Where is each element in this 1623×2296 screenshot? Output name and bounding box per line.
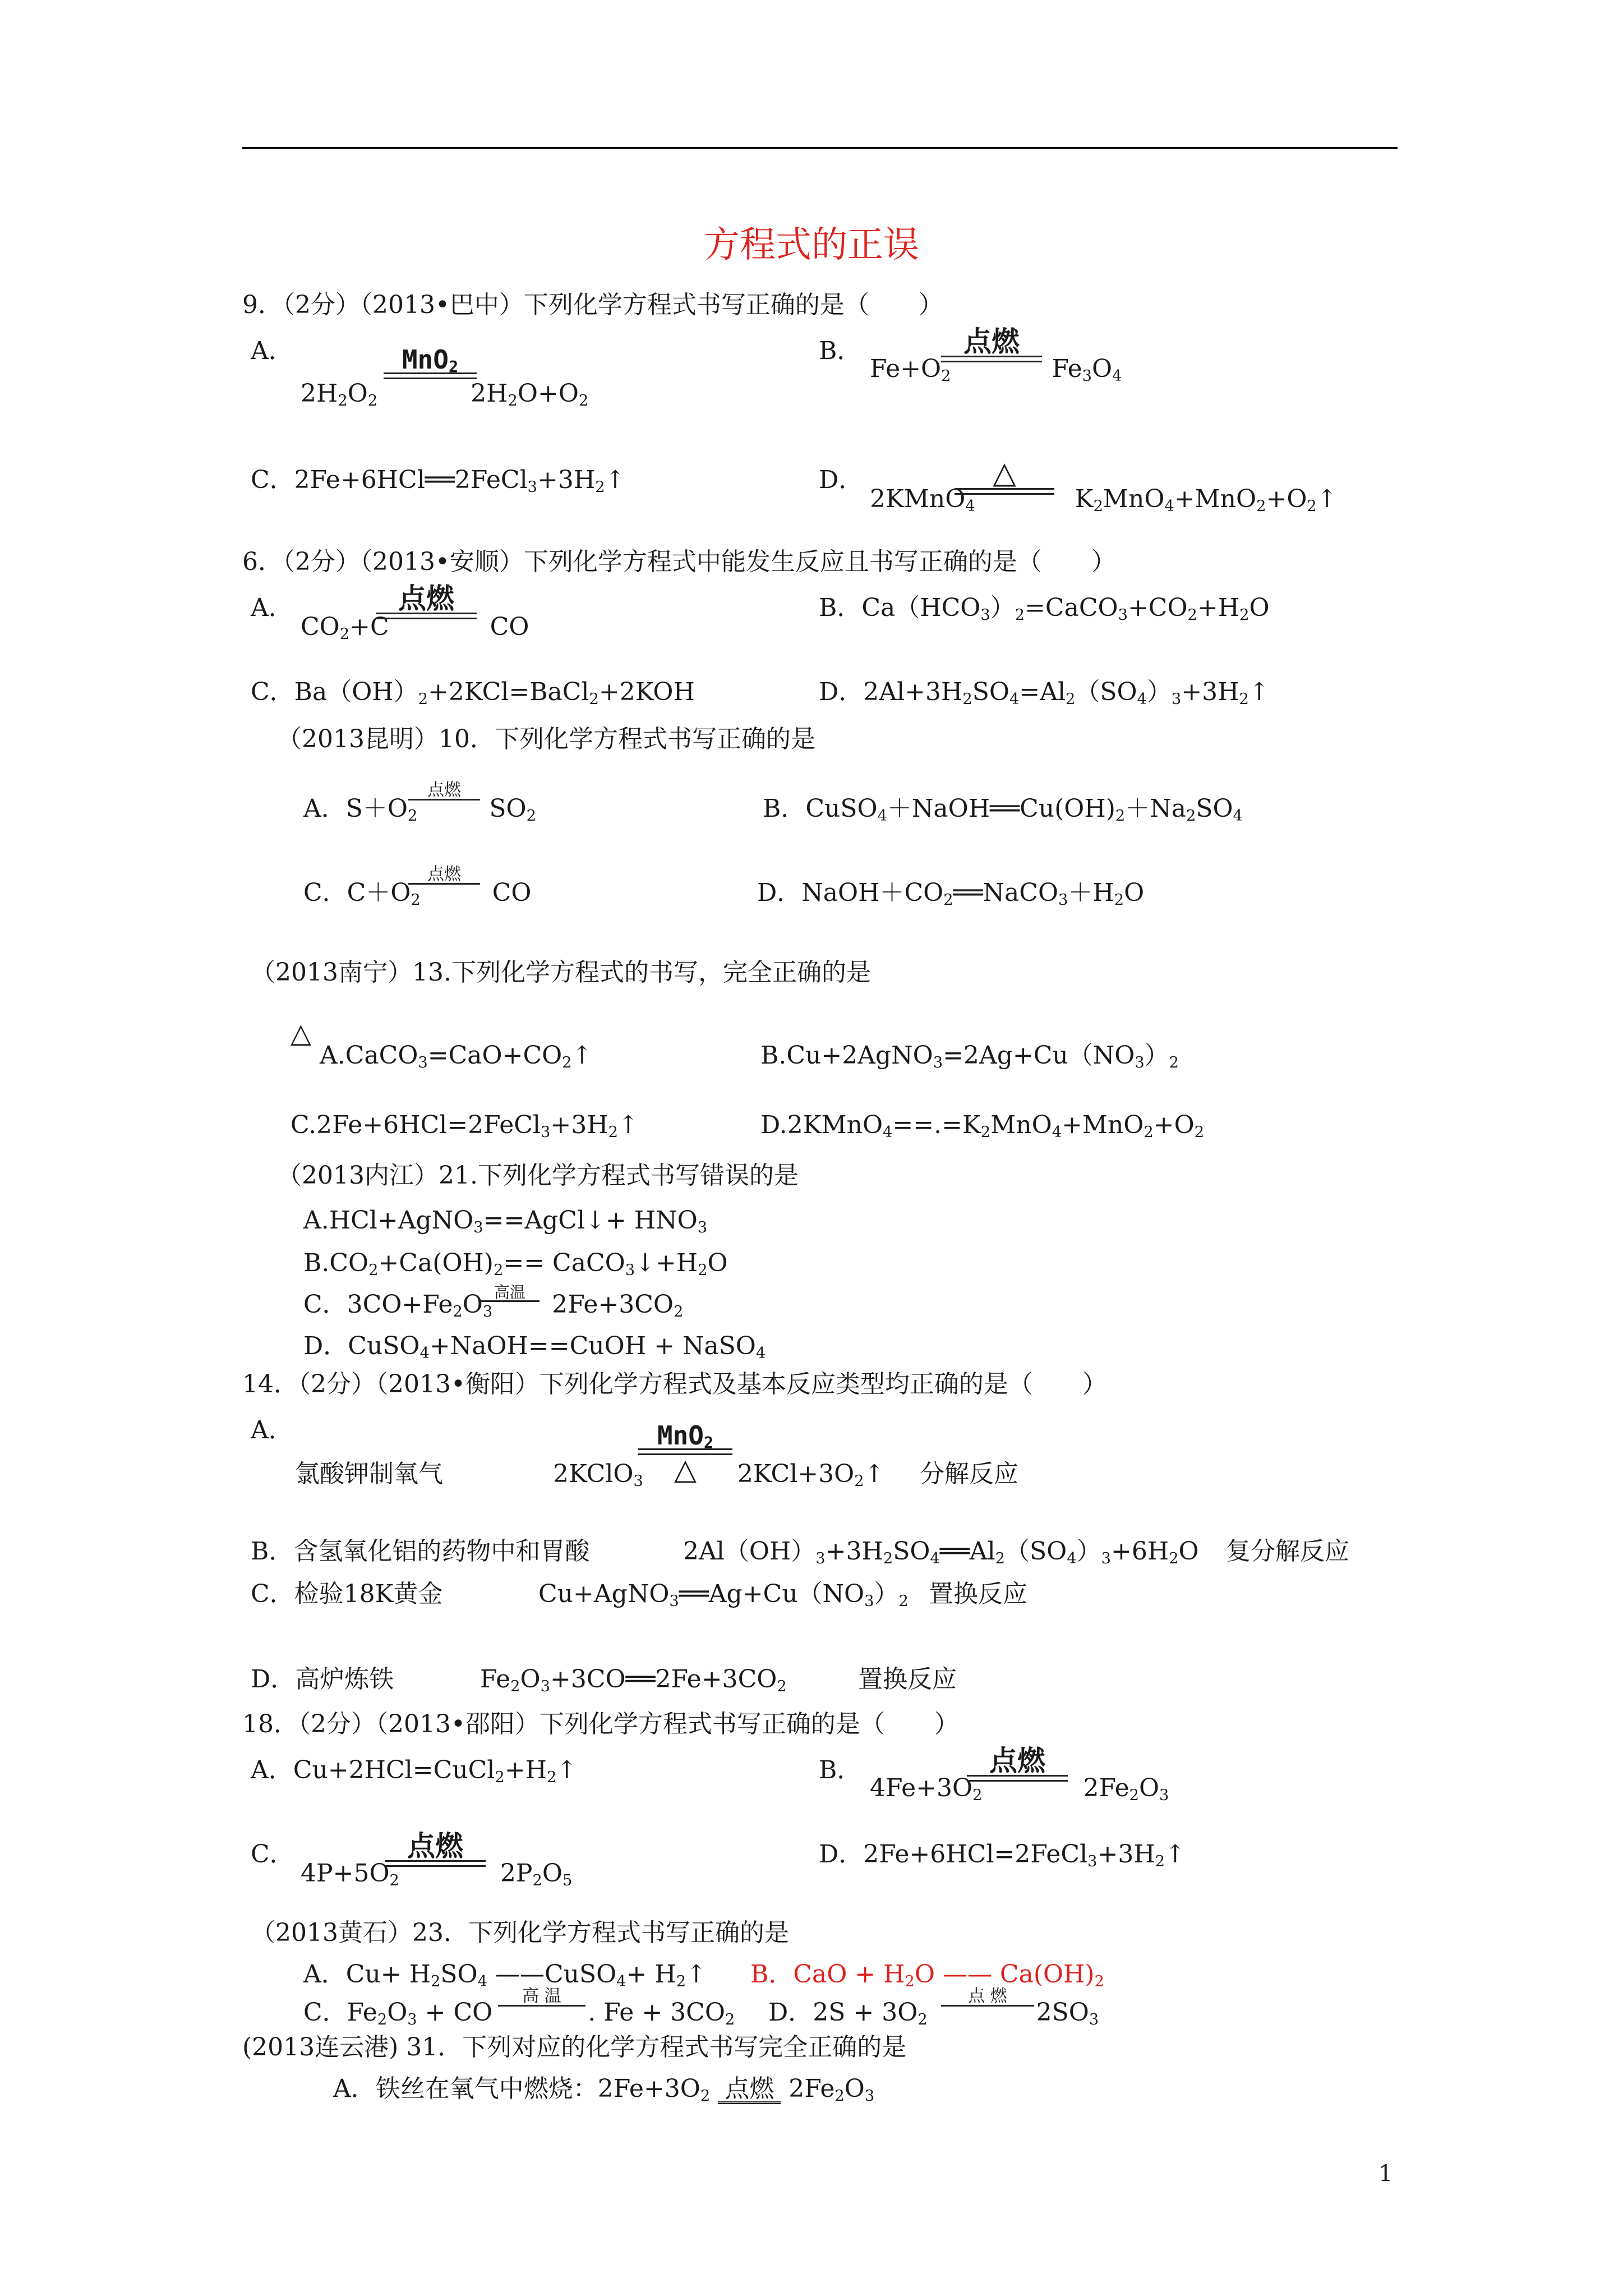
q31-a-condition: 点燃 [718, 2077, 781, 2104]
q18-c-formula: $4P+5O_2$ $2P_2O_5$ [301, 1859, 573, 1889]
q14-a-condition: MnO$_2$ △ [638, 1423, 732, 1484]
q9-d-condition: △ [955, 458, 1054, 495]
q13-a-delta: △ [291, 1018, 311, 1049]
q14-c-formula: $Cu+AgNO_3══Ag+Cu(NO_3)_2$ [538, 1580, 909, 1610]
q10-stem: （2013昆明）10．下列化学方程式书写正确的是 [277, 725, 815, 753]
q18-b-condition: 点燃 [967, 1747, 1068, 1782]
q10-d-option: D．$NaOH+CO_2══NaCO_3+H_2O$ [757, 878, 1145, 909]
q23-c-option: C．$Fe_2O_3$ + CO . $Fe + 3CO_2$ [303, 1998, 735, 2028]
q6-stem: 6．（2分）（2013•安顺）下列化学方程式中能发生反应且书写正确的是（ ） [242, 547, 1116, 576]
q10-c-option: C．$C+O_2$ CO [303, 878, 532, 909]
q6-a-label: A． [251, 593, 293, 622]
q9-c-option: C．$2Fe+6HCl══2FeCl_3+3H_2↑$ [251, 466, 626, 496]
q18-b-formula: $4Fe+3O_2$ $2Fe_2O_3$ [870, 1774, 1169, 1804]
q23-a-option: A．$Cu+ H_2SO_4$ ——CuSO$_4$+ $H_2↑$ [303, 1960, 707, 1990]
q14-a-name: 氯酸钾制氧气 [295, 1460, 443, 1488]
q14-a-type: 分解反应 [920, 1460, 1018, 1488]
q13-b-option: $B.Cu+2AgNO_3=2Ag+Cu(NO_3)_2$ [760, 1041, 1179, 1071]
q9-b-label: B． [819, 337, 862, 365]
q10-a-option: A．$S+O_2$ $SO_2$ [303, 794, 536, 825]
q9-b-condition: 点燃 [941, 328, 1042, 362]
q9-d-label: D． [819, 466, 864, 494]
q14-b-type: 复分解反应 [1226, 1537, 1349, 1566]
q14-stem: 14．（2分）（2013•衡阳）下列化学方程式及基本反应类型均正确的是（ ） [242, 1370, 1107, 1398]
q9-stem: 9．（2分）（2013•巴中）下列化学方程式书写正确的是（ ） [242, 291, 943, 319]
q10-c-condition: 点燃 [408, 866, 480, 885]
q18-c-condition: 点燃 [385, 1832, 486, 1867]
q21-c-condition: 高温 [480, 1285, 540, 1302]
q21-b-option: $B.CO_2+Ca(OH)_2==$ $CaCO_3↓+H_2O$ [303, 1249, 728, 1279]
q23-b-option: B．CaO + $H_2O$ —— $Ca(OH)_2$ [750, 1960, 1104, 1990]
q18-c-label: C． [251, 1840, 294, 1869]
q6-d-option: D．$2Al+3H_2SO_4=Al_2(SO_4)_3+3H_2↑$ [819, 678, 1270, 708]
page-number: 1 [1378, 2161, 1393, 2187]
q18-d-option: D．$2Fe+6HCl=2FeCl_3+3H_2↑$ [819, 1840, 1186, 1870]
q31-a-option: A．铁丝在氧气中燃烧：$2Fe+3O_2$ 点燃 $2Fe_2O_3$ [333, 2074, 875, 2105]
q21-a-option: A.HCl+AgNO$_3$==AgCl↓+ $HNO_3$ [303, 1206, 708, 1236]
q14-b-formula: $2Al(OH)_3+3H_2SO_4══Al_2(SO_4)_3+6H_2O$ [683, 1537, 1199, 1567]
q13-a-option: $A.CaCO_3=CaO+CO_2↑$ [320, 1041, 593, 1071]
q10-a-condition: 点燃 [408, 782, 480, 800]
q18-a-option: A．$Cu+2HCl=CuCl_2+H_2↑$ [251, 1756, 578, 1786]
q9-d-formula: 2KMnO$_4$ $K_2MnO_4+MnO_2+O_2↑$ [870, 485, 1338, 515]
q9-a-formula: $2H_2O_2$ $2H_2O+O_2$ [301, 379, 589, 409]
q23-d-option: D．$2S + 3O_2$ $2SO_3$ [768, 1998, 1099, 2028]
q14-a-formula: 2KClO$_3$ $2KCl+3O_2↑$ [553, 1460, 885, 1490]
q23-c-condition: 高 温 [498, 1988, 585, 2007]
page-title: 方程式的正误 [704, 224, 919, 266]
q6-a-condition: 点燃 [376, 585, 477, 619]
q14-d-formula: $Fe_2O_3+3CO══2Fe+3CO_2$ [480, 1665, 787, 1695]
q9-a-label: A． [251, 337, 293, 365]
q14-b-name: B．含氢氧化铝的药物中和胃酸 [251, 1537, 590, 1566]
q14-d-name: D．高炉炼铁 [251, 1665, 394, 1694]
q6-a-formula: $CO_2+C$ CO [301, 613, 529, 643]
q9-b-formula: $Fe+O_2$ $Fe_3O_4$ [870, 355, 1122, 385]
q18-stem: 18．（2分）（2013•邵阳）下列化学方程式书写正确的是（ ） [242, 1710, 959, 1738]
q21-c-option: C．$3CO+Fe_2O_3$ $2Fe+3CO_2$ [303, 1290, 684, 1320]
q14-c-type: 置换反应 [929, 1580, 1027, 1608]
q14-c-name: C．检验18K黄金 [251, 1580, 443, 1608]
header-rule [242, 147, 1398, 149]
q18-b-label: B． [819, 1756, 862, 1784]
q14-a-label: A． [251, 1416, 293, 1444]
q6-c-option: C．$Ba(OH)_2+2KCl=BaCl_2+2KOH$ [251, 678, 695, 708]
q9-a-condition: MnO$_2$ [384, 347, 477, 379]
q13-stem: （2013南宁）13.下列化学方程式的书写，完全正确的是 [251, 958, 871, 987]
q14-d-type: 置换反应 [858, 1665, 957, 1694]
q31-stem: (2013连云港) 31．下列对应的化学方程式书写完全正确的是 [242, 2033, 907, 2062]
q23-d-condition: 点 燃 [941, 1988, 1034, 2007]
q13-c-option: $C.2Fe+6HCl=2FeCl_3+3H_2↑$ [291, 1111, 639, 1141]
q13-d-option: $D.2KMnO_4==.=K_2MnO_4+MnO_2+O_2$ [760, 1111, 1205, 1141]
q10-b-option: B．$CuSO_4+NaOH══Cu(OH)_2+Na_2SO_4$ [763, 794, 1243, 825]
q21-stem: （2013内江）21.下列化学方程式书写错误的是 [277, 1161, 799, 1190]
q23-stem: （2013黄石）23．下列化学方程式书写正确的是 [251, 1918, 789, 1947]
q6-b-option: B．$Ca(HCO_3)_2=CaCO_3+CO_2+H_2O$ [819, 593, 1270, 624]
q21-d-option: D．CuSO$_4$+NaOH==CuOH + NaSO$_4$ [303, 1332, 766, 1362]
